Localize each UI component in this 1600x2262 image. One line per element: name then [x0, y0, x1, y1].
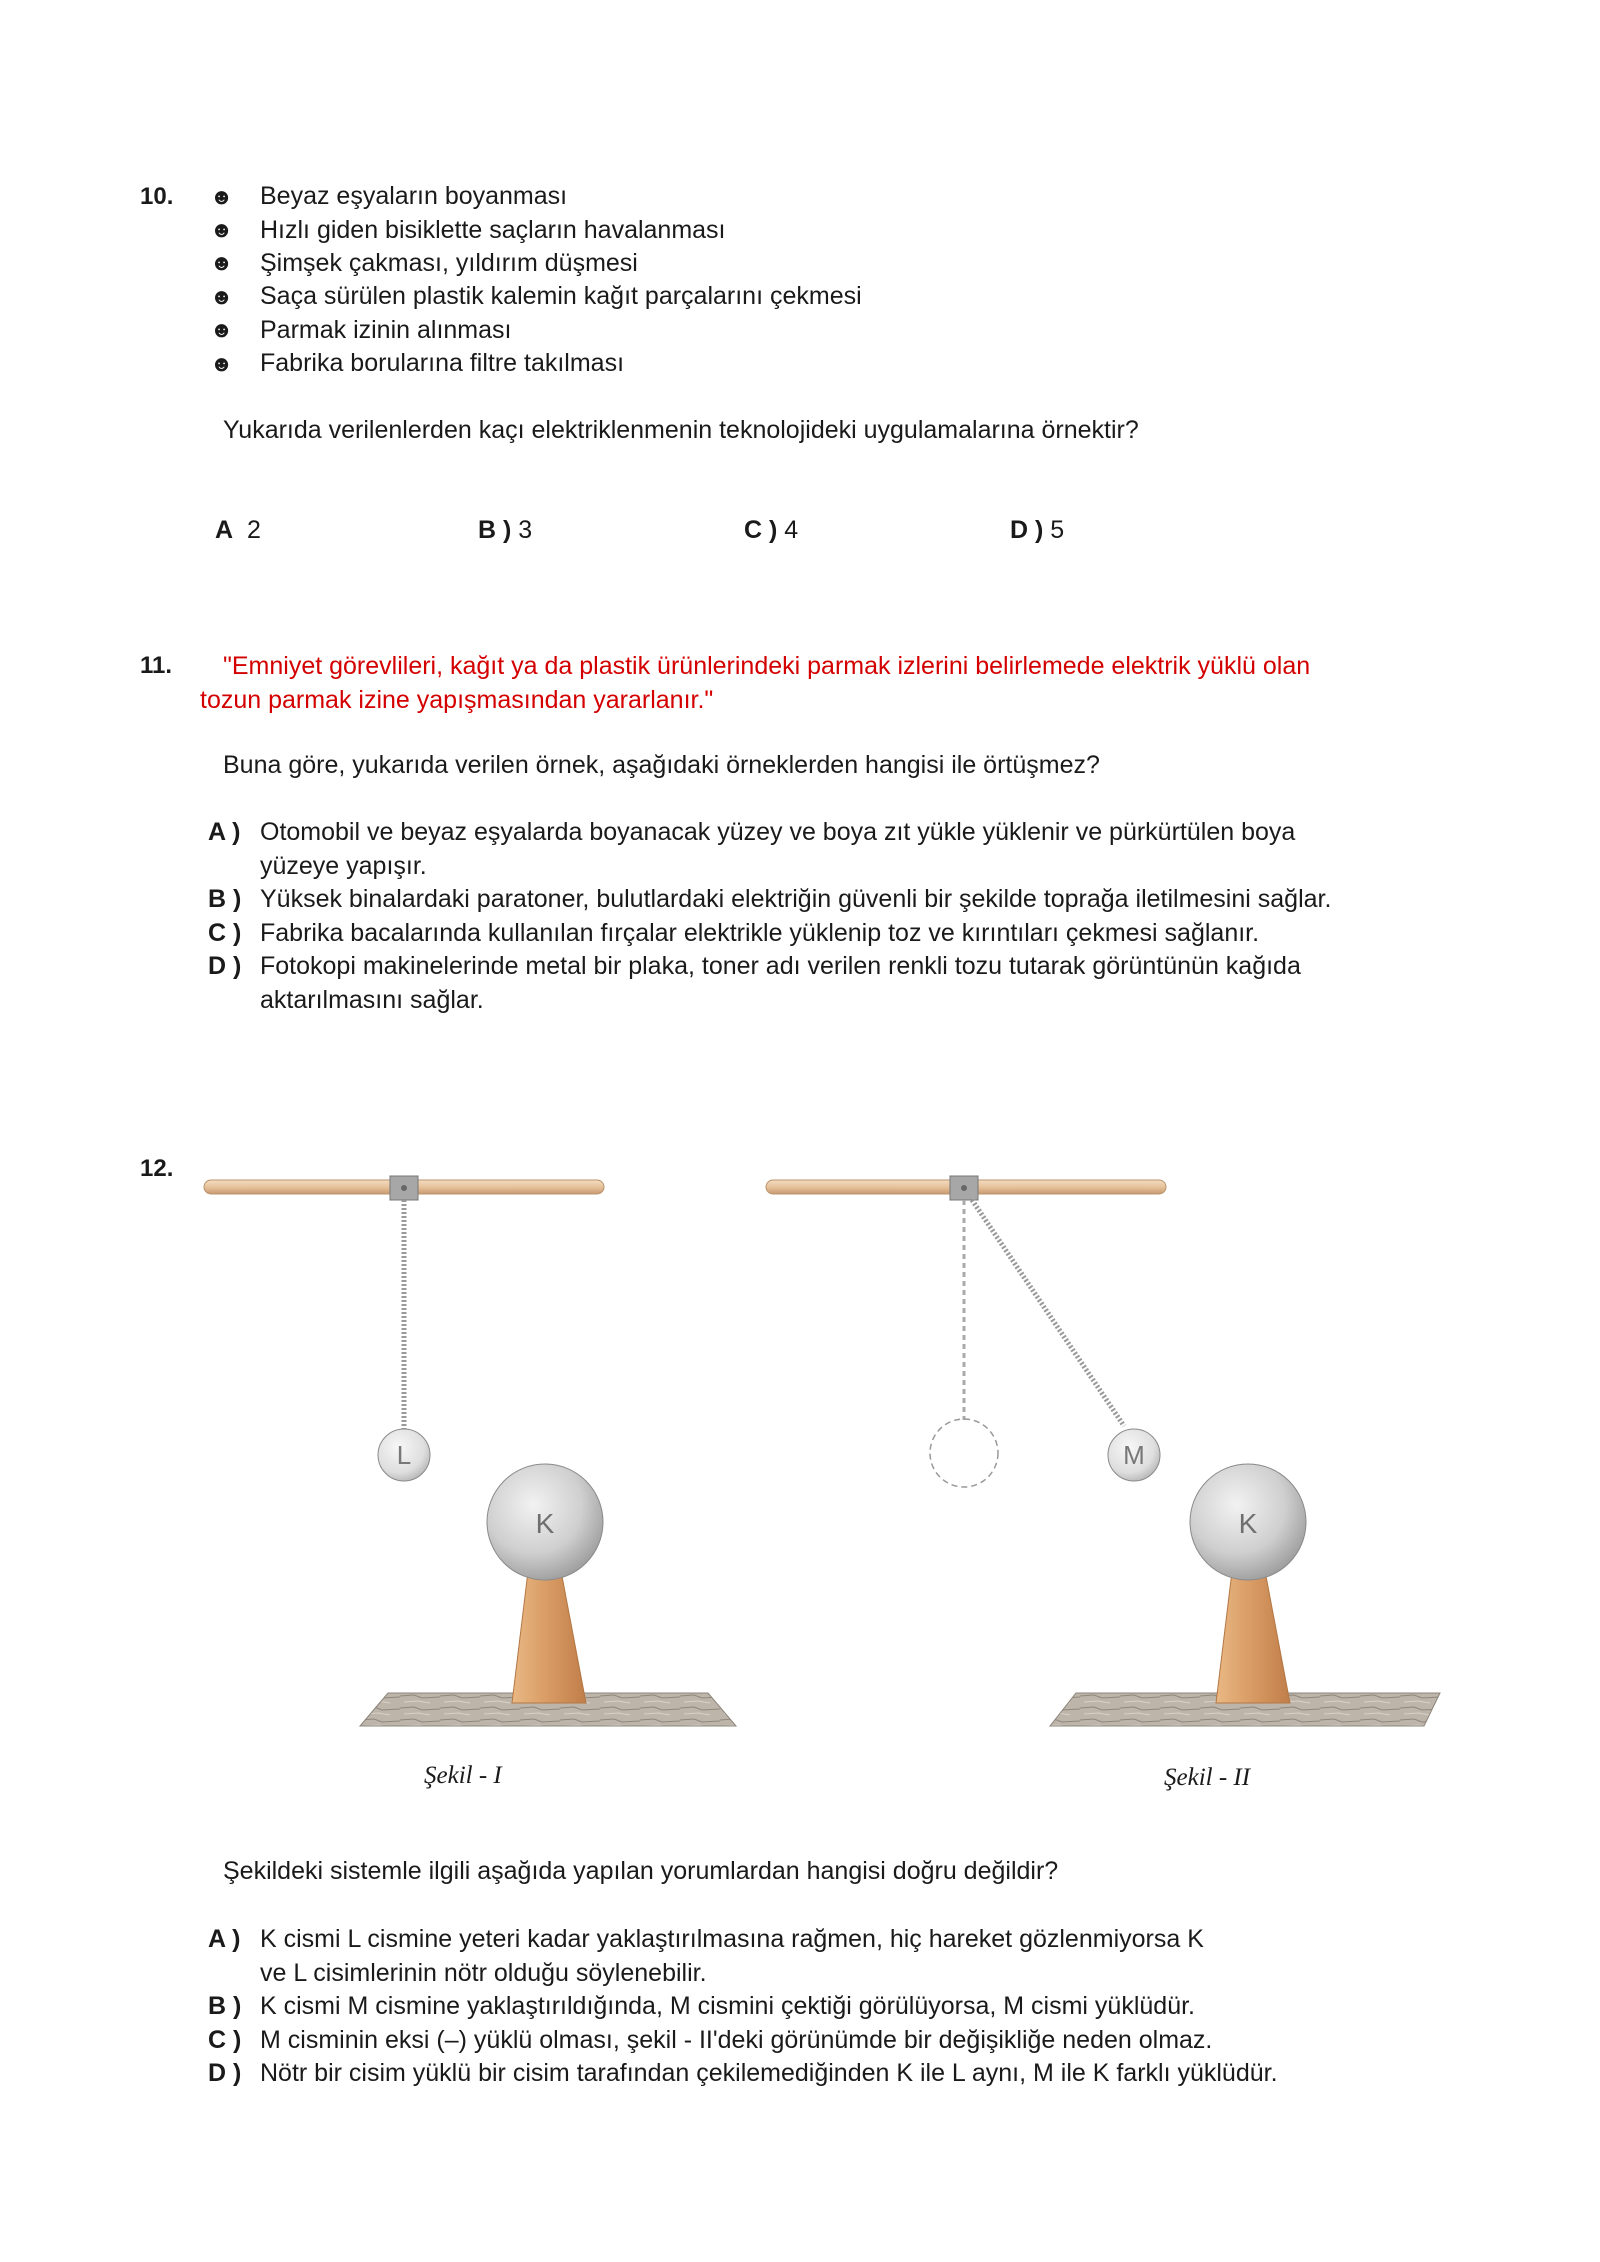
- list-item-text: Hızlı giden bisiklette saçların havalanması: [260, 215, 726, 244]
- ball-label-l: L: [396, 1440, 412, 1470]
- q11-quote-line-2: tozun parmak izine yapışmasından yararlanır.": [200, 686, 714, 714]
- q10-question: Yukarıda verilenlerden kaçı elektriklenmenin teknolojideki uygulamalarına örnektir?: [223, 416, 1139, 444]
- list-item-text: Şimşek çakması, yıldırım düşmesi: [260, 248, 638, 277]
- option-label: B ): [208, 885, 242, 913]
- option-text: Nötr bir cisim yüklü bir cisim tarafından çekilemediğinden K ile L aynı, M ile K farklı yüklüdür.: [260, 2059, 1278, 2087]
- option-text: M cisminin eksi (–) yüklü olması, şekil - II'deki görünümde bir değişikliğe neden olmaz.: [260, 2025, 1213, 2054]
- deflected-thread: [972, 1200, 1124, 1426]
- option-label: C ): [208, 918, 242, 947]
- clamp-screw: [401, 1185, 407, 1191]
- clamp-screw: [961, 1185, 967, 1191]
- list-item-text: Beyaz eşyaların boyanması: [260, 182, 568, 211]
- option-text: K cismi M cismine yaklaştırıldığında, M cismini çektiği görülüyorsa, M cismi yüklüdür.: [260, 1992, 1195, 2020]
- original-ball-position-dashed: [930, 1419, 998, 1487]
- list-item-text: Saça sürülen plastik kalemin kağıt parçalarını çekmesi: [260, 282, 862, 311]
- list-item-text: Parmak izinin alınması: [260, 315, 512, 344]
- option-value: 5: [1050, 516, 1065, 544]
- list-item-text: Fabrika borularına filtre takılması: [260, 349, 625, 378]
- option-label: B ): [478, 516, 512, 544]
- option-label: B ): [208, 1992, 242, 2020]
- option-text-line: Otomobil ve beyaz eşyalarda boyanacak yüzey ve boya zıt yükle yüklenir ve pürkürtülen boya: [260, 818, 1296, 846]
- ball-label-m: M: [1123, 1440, 1145, 1470]
- q12-option-c[interactable]: [208, 2024, 1440, 2058]
- option-label: C ): [208, 2025, 242, 2054]
- question-10-number: 10.: [140, 183, 174, 210]
- option-label: D ): [1010, 516, 1044, 544]
- smiley-bullet-icon: ☻: [210, 217, 234, 243]
- option-text: Fabrika bacalarında kullanılan fırçalar elektrikle yüklenip toz ve kırıntıları çekmesi sağlanır.: [260, 918, 1260, 947]
- figure-2: [766, 1176, 1440, 1726]
- option-text-line: Fotokopi makinelerinde metal bir plaka, toner adı verilen renkli tozu tutarak görüntünün kağıda: [260, 952, 1301, 980]
- option-label: A ): [208, 1925, 241, 1953]
- question-11-number: 11.: [140, 652, 173, 679]
- figure-1-caption: Şekil - I: [424, 1762, 502, 1789]
- smiley-bullet-icon: ☻: [210, 250, 234, 276]
- ball-label-k: K: [1238, 1508, 1258, 1539]
- q11-quote-line-1: "Emniyet görevlileri, kağıt ya da plastik ürünlerindeki parmak izlerini belirlemede elektrik yüklü olan: [223, 652, 1311, 680]
- option-text: Yüksek binalardaki paratoner, bulutlardaki elektriğin güvenli bir şekilde toprağa iletilmesini sağlar.: [260, 885, 1332, 913]
- q11-question: Buna göre, yukarıda verilen örnek, aşağıdaki örneklerden hangisi ile örtüşmez?: [223, 751, 1100, 779]
- smiley-bullet-icon: ☻: [210, 283, 234, 309]
- option-label: A: [215, 516, 234, 544]
- smiley-bullet-icon: ☻: [210, 350, 234, 376]
- smiley-bullet-icon: ☻: [210, 317, 234, 343]
- option-label: D ): [208, 952, 242, 980]
- figure-2-caption: Şekil - II: [1164, 1764, 1251, 1791]
- option-label: D ): [208, 2059, 242, 2087]
- q12-option-a[interactable]: [208, 1923, 1440, 1990]
- option-value: 2: [246, 516, 261, 544]
- q12-option-d[interactable]: [208, 2057, 1440, 2091]
- q12-question: Şekildeki sistemle ilgili aşağıda yapılan yorumlardan hangisi doğru değildir?: [223, 1857, 1059, 1885]
- ball-label-k: K: [535, 1508, 555, 1539]
- q12-option-b[interactable]: [208, 1990, 1440, 2024]
- figure-1: [204, 1176, 736, 1726]
- option-text-line: ve L cisimlerinin nötr olduğu söylenebilir.: [260, 1958, 707, 1987]
- q12-options: [208, 1923, 1440, 2091]
- option-label: A ): [208, 818, 241, 846]
- option-text-line: K cismi L cismine yeteri kadar yaklaştırılmasına rağmen, hiç hareket gözlenmiyorsa K: [260, 1925, 1204, 1953]
- smiley-bullet-icon: ☻: [210, 183, 234, 209]
- question-12-number: 12.: [140, 1155, 174, 1182]
- option-value: 4: [784, 516, 799, 544]
- option-label: C ): [744, 516, 778, 544]
- option-text-line: yüzeye yapışır.: [260, 851, 427, 880]
- option-text: [260, 1923, 1440, 1990]
- option-text-line: aktarılmasını sağlar.: [260, 985, 484, 1014]
- option-value: 3: [518, 516, 533, 544]
